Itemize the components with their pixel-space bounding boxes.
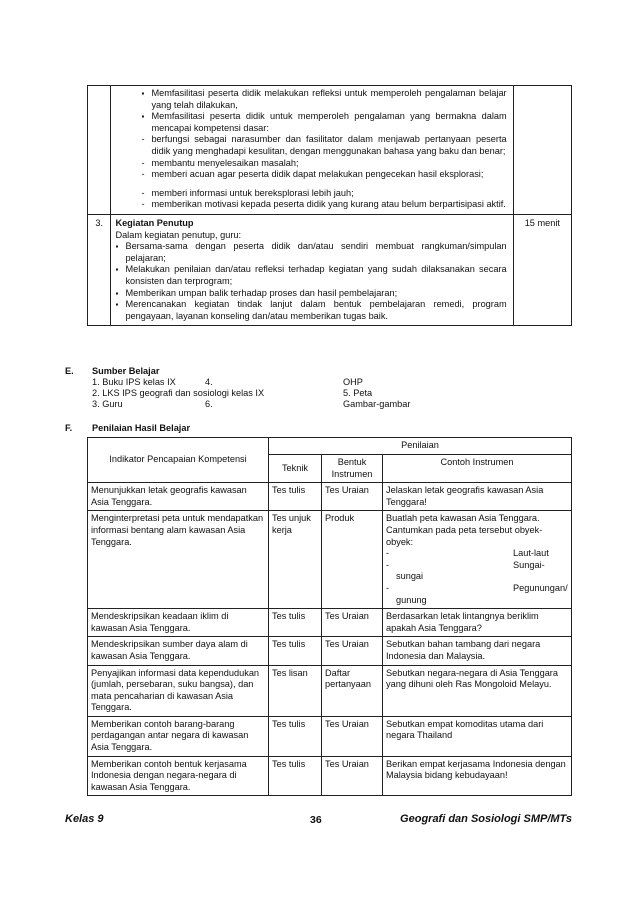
source-item-left: 1. Buku IPS kelas IX — [92, 377, 176, 387]
dash-item: - memberi acuan agar peserta didik dapat melakukan pengecekan hasil eksplorasi; — [141, 169, 506, 181]
cell-teknik: Tes unjuk kerja — [269, 511, 322, 609]
cell-bentuk: Tes Uraian — [322, 756, 383, 796]
row-number-cell — [88, 86, 111, 215]
closing-title: Kegiatan Penutup — [115, 217, 194, 228]
cell-teknik: Tes lisan — [269, 665, 322, 716]
cell-bentuk: Daftar pertanyaan — [322, 665, 383, 716]
cell-teknik: Tes tulis — [269, 483, 322, 511]
section-f-letter: F. — [65, 423, 73, 433]
table-row — [88, 716, 572, 756]
sub-dash: - — [386, 559, 390, 570]
source-item-left: 3. Guru — [92, 399, 123, 409]
cell-contoh-map — [383, 511, 572, 609]
activity-row-continued — [88, 86, 572, 215]
cell-bentuk: Tes Uraian — [322, 716, 383, 756]
closing-content-cell — [111, 214, 513, 325]
cell-bentuk: Tes Uraian — [322, 483, 383, 511]
bullet-item: ▪ Memfasilitasi peserta didik untuk memperoleh pengalaman yang bermakna dalam mencapai kompetensi dasar: — [141, 111, 506, 134]
footer-book-title: Geografi dan Sosiologi SMP/MTs — [400, 813, 572, 825]
activity-table — [87, 85, 572, 326]
closing-intro: Dalam kegiatan penutup, guru: — [115, 229, 242, 240]
header-bentuk: Bentuk Instrumen — [322, 455, 383, 483]
time-cell — [513, 86, 571, 215]
page-number: 36 — [310, 814, 322, 826]
source-item-left: 2. LKS IPS geografi dan sosiologi kelas IX — [92, 388, 265, 398]
sub-dash: - — [386, 582, 390, 593]
sub-item — [386, 548, 568, 560]
dash-item: - memberikan motivasi kepada peserta didik yang kurang atau belum berpartisipasi aktif. — [141, 199, 506, 211]
section-f-title: Penilaian Hasil Belajar — [92, 423, 191, 433]
sub-continuation: sungai — [396, 571, 424, 582]
dash-item: - membantu menyelesaikan masalah; — [141, 158, 506, 170]
cell-contoh: Sebutkan empat komoditas utama dari negara Thailand — [383, 716, 572, 756]
sub-continuation: gunung — [396, 594, 427, 605]
row-number: 3. — [88, 214, 111, 325]
bullet-item: ▪ Merencanakan kegiatan tindak lanjut dalam bentuk pembelajaran remedi, program pengayaan, layanan konseling dan/atau memberikan tugas baik. — [115, 299, 506, 322]
cell-indikator: Menginterpretasi peta untuk mendapatkan informasi bentang alam kawasan Asia Tenggara. — [88, 511, 269, 609]
time-value: 15 menit — [513, 214, 571, 325]
contoh-text: Buatlah peta kawasan Asia Tenggara. Cantumkan pada peta tersebut obyek-obyek: — [386, 513, 543, 547]
source-item-right: Gambar-gambar — [343, 399, 411, 409]
section-e-letter: E. — [65, 366, 74, 376]
header-indikator: Indikator Pencapaian Kompetensi — [88, 438, 269, 483]
cell-indikator: Memberikan contoh bentuk kerjasama Indonesia dengan negara-negara di kawasan Asia Tenggara. — [88, 756, 269, 796]
bullet-item: ▪ Bersama-sama dengan peserta didik dan/atau sendiri membuat rangkuman/simpulan pelajaran; — [115, 241, 506, 264]
source-item-right: 5. Peta — [343, 388, 373, 398]
sub-label: Sungai- — [513, 559, 545, 570]
activity-row-closing — [88, 214, 572, 325]
header-row-top — [88, 438, 572, 455]
cell-indikator: Mendeskripsikan keadaan iklim di kawasan Asia Tenggara. — [88, 609, 269, 637]
cell-bentuk: Tes Uraian — [322, 637, 383, 665]
cell-contoh: Sebutkan bahan tambang dari negara Indonesia dan Malaysia. — [383, 637, 572, 665]
cell-teknik: Tes tulis — [269, 637, 322, 665]
sub-item — [386, 560, 568, 572]
dash-item: - berfungsi sebagai narasumber dan fasilitator dalam menjawab pertanyaan peserta didik yang menghadapi kesulitan, dengan menggunakan bahasa yang baku dan benar; — [141, 134, 506, 157]
sub-label: Laut-laut — [513, 548, 549, 559]
cell-indikator: Memberikan contoh barang-barang perdagangan antar negara di kawasan Asia Tenggara. — [88, 716, 269, 756]
sub-dash: - — [386, 548, 390, 559]
cell-bentuk: Tes Uraian — [322, 609, 383, 637]
header-teknik: Teknik — [269, 455, 322, 483]
assessment-table — [87, 437, 572, 796]
table-row — [88, 665, 572, 716]
header-penilaian: Penilaian — [269, 438, 572, 455]
cell-bentuk: Produk — [322, 511, 383, 609]
sub-label: Pegunungan/ — [513, 582, 568, 593]
header-contoh: Contoh Instrumen — [383, 455, 572, 483]
table-row — [88, 637, 572, 665]
bullet-item: ▪ Melakukan penilaian dan/atau refleksi terhadap kegiatan yang sudah dilaksanakan secara konsisten dan terprogram; — [115, 264, 506, 287]
table-row — [88, 756, 572, 796]
cell-indikator: Mendeskripsikan sumber daya alam di kawasan Asia Tenggara. — [88, 637, 269, 665]
dash-item: - memberi informasi untuk bereksplorasi lebih jauh; — [141, 188, 506, 200]
source-item-mid: 6. — [205, 399, 213, 409]
table-row — [88, 511, 572, 609]
cell-contoh: Jelaskan letak geografis kawasan Asia Tenggara! — [383, 483, 572, 511]
cell-contoh: Berdasarkan letak lintangnya beriklim apakah Asia Tenggara? — [383, 609, 572, 637]
cell-teknik: Tes tulis — [269, 716, 322, 756]
cell-indikator: Menunjukkan letak geografis kawasan Asia Tenggara. — [88, 483, 269, 511]
table-row — [88, 609, 572, 637]
cell-indikator: Penyajikan informasi data kependudukan (jumlah, persebaran, suku bangsa), dan mata pencaharian di kawasan Asia Tenggara. — [88, 665, 269, 716]
activity-content-cell — [111, 86, 513, 215]
cell-teknik: Tes tulis — [269, 756, 322, 796]
section-e-title: Sumber Belajar — [92, 366, 160, 376]
cell-teknik: Tes tulis — [269, 609, 322, 637]
source-item-mid: 4. — [205, 377, 213, 387]
bullet-item: ▪ Memfasilitasi peserta didik melakukan refleksi untuk memperoleh pengalaman belajar yang telah dilakukan, — [141, 88, 506, 111]
table-row — [88, 483, 572, 511]
footer-class: Kelas 9 — [65, 813, 104, 825]
source-item-right: OHP — [343, 377, 363, 387]
bullet-item: ▪ Memberikan umpan balik terhadap proses dan hasil pembelajaran; — [115, 288, 506, 300]
sub-item — [386, 583, 568, 595]
cell-contoh: Sebutkan negara-negara di Asia Tenggara yang dihuni oleh Ras Mongoloid Melayu. — [383, 665, 572, 716]
cell-contoh: Berikan empat kerjasama Indonesia dengan Malaysia bidang kebudayaan! — [383, 756, 572, 796]
